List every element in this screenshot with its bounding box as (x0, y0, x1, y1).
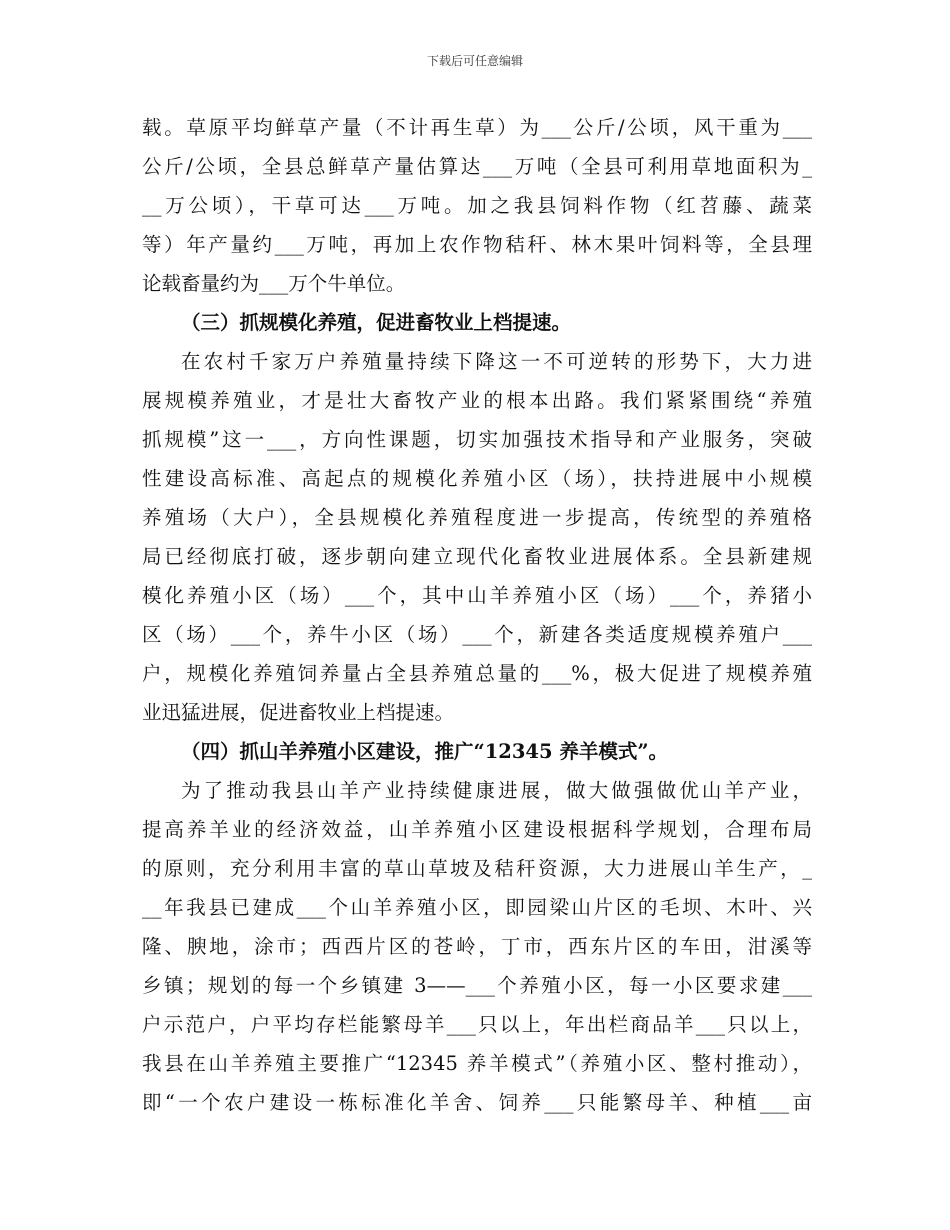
paragraph-line: __万公顷），干草可达___万吨。加之我县饲料作物（红苕藤、蔬菜 (142, 194, 812, 217)
paragraph-line: 业迅猛进展，促进畜牧业上档提速。 (142, 701, 455, 724)
document-body (142, 108, 812, 1122)
paragraph-line: 乡镇；规划的每一个乡镇建 3——___个养殖小区，每一小区要求建___ (142, 974, 812, 997)
paragraph-line: 提高养羊业的经济效益，山羊养殖小区建设根据科学规划，合理布局 (142, 818, 812, 841)
paragraph-line: 区（场）___个，养牛小区（场）___个，新建各类适度规模养殖户___ (142, 623, 812, 646)
paragraph-line: 为了推动我县山羊产业持续健康进展，做大做强做优山羊产业， (181, 779, 812, 802)
paragraph-line: 抓规模”这一___，方向性课题，切实加强技术指导和产业服务，突破 (142, 428, 812, 451)
paragraph-line: 展规模养殖业，才是壮大畜牧产业的根本出路。我们紧紧围绕“养殖 (142, 389, 812, 412)
paragraph-goat-breeding (142, 771, 812, 1122)
paragraph-line: 等）年产量约___万吨，再加上农作物秸秆、林木果叶饲料等，全县理 (142, 233, 812, 256)
paragraph-line: 在农村千家万户养殖量持续下降这一不可逆转的形势下，大力进 (181, 350, 812, 373)
paragraph-grassland-yield (142, 108, 812, 303)
paragraph-line: 的原则，充分利用丰富的草山草坡及秸秆资源，大力进展山羊生产，_ (142, 857, 812, 880)
paragraph-line: 养殖场（大户），全县规模化养殖程度进一步提高，传统型的养殖格 (142, 506, 812, 529)
paragraph-line: 局已经彻底打破，逐步朝向建立现代化畜牧业进展体系。全县新建规 (142, 545, 812, 568)
paragraph-line: 我县在山羊养殖主要推广“12345 养羊模式”（养殖小区、整村推动）， (142, 1052, 812, 1075)
paragraph-line: 论载畜量约为___万个牛单位。 (142, 272, 406, 295)
paragraph-line: 户，规模化养殖饲养量占全县养殖总量的___%，极大促进了规模养殖 (142, 662, 812, 685)
paragraph-line: 户示范户，户平均存栏能繁母羊___只以上，年出栏商品羊___只以上， (142, 1013, 812, 1036)
paragraph-line: 隆、腴地，涂市；西西片区的苍岭，丁市，西东片区的车田，泔溪等 (142, 935, 812, 958)
paragraph-line: __年我县已建成___个山羊养殖小区，即园梁山片区的毛坝、木叶、兴 (142, 896, 812, 919)
paragraph-line: 模化养殖小区（场）___个，其中山羊养殖小区（场）___个，养猪小 (142, 584, 812, 607)
paragraph-scale-farming (142, 342, 812, 732)
section-heading-3: （三）抓规模化养殖，促进畜牧业上档提速。 (181, 311, 572, 334)
paragraph-line: 即“一个农户建设一栋标准化羊舍、饲养___只能繁母羊、种植___亩 (142, 1091, 812, 1114)
section-heading-4: （四）抓山羊养殖小区建设，推广“12345 养羊模式”。 (181, 740, 669, 763)
paragraph-line: 性建设高标准、高起点的规模化养殖小区（场），扶持进展中小规模 (142, 467, 812, 490)
page-header: 下载后可任意编辑 (426, 54, 523, 68)
paragraph-line: 公斤/公顷，全县总鲜草产量估算达___万吨（全县可利用草地面积为_ (142, 155, 812, 178)
paragraph-line: 载。草原平均鲜草产量（不计再生草）为___公斤/公顷，风干重为___ (142, 116, 812, 139)
